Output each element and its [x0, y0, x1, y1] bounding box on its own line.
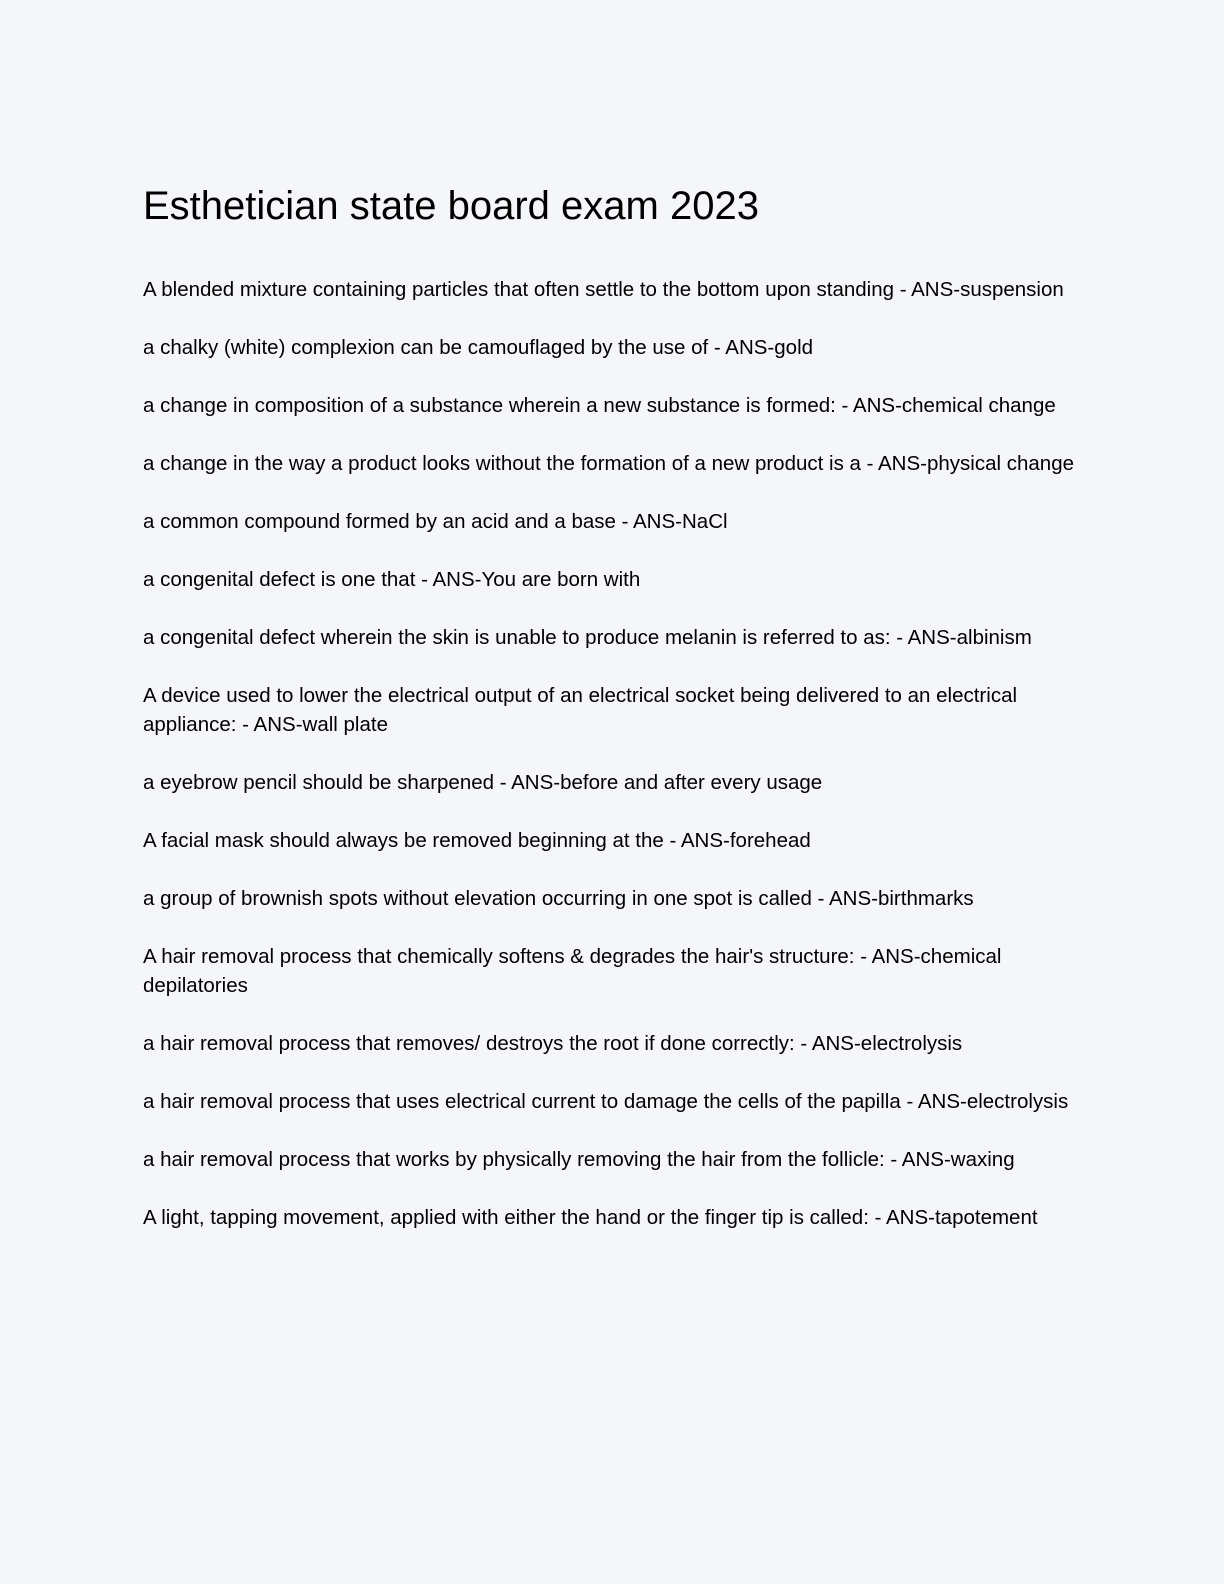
- qa-item-3: a change in composition of a substance wherein a new substance is formed: - ANS-chemical change: [143, 394, 1056, 417]
- qa-item-10: A facial mask should always be removed beginning at the - ANS-forehead: [143, 829, 811, 852]
- qa-item-5: a common compound formed by an acid and a base - ANS-NaCl: [143, 510, 728, 533]
- document-page: [143, 180, 1083, 1261]
- qa-item-8: A device used to lower the electrical output of an electrical socket being delivered to an electrical appliance: - ANS-wall plate: [143, 684, 1018, 736]
- qa-item-7: a congenital defect wherein the skin is unable to produce melanin is referred to as: - ANS-albinism: [143, 626, 1032, 649]
- qa-item-16: A light, tapping movement, applied with either the hand or the finger tip is called: - ANS-tapotement: [143, 1206, 1038, 1229]
- qa-item-9: a eyebrow pencil should be sharpened - ANS-before and after every usage: [143, 771, 823, 794]
- qa-item-15: a hair removal process that works by physically removing the hair from the follicle: - ANS-waxing: [143, 1148, 1015, 1171]
- document-title: Esthetician state board exam 2023: [143, 184, 759, 228]
- qa-item-12: A hair removal process that chemically softens & degrades the hair's structure: - ANS-chemical depilatories: [143, 945, 1002, 997]
- qa-item-14: a hair removal process that uses electrical current to damage the cells of the papilla - ANS-electrolysis: [143, 1090, 1069, 1113]
- qa-item-2: a chalky (white) complexion can be camouflaged by the use of - ANS-gold: [143, 336, 814, 359]
- qa-item-1: A blended mixture containing particles that often settle to the bottom upon standing - ANS-suspension: [143, 278, 1064, 301]
- qa-list: [143, 275, 1083, 1232]
- qa-item-13: a hair removal process that removes/ destroys the root if done correctly: - ANS-electrolysis: [143, 1032, 963, 1055]
- qa-item-6: a congenital defect is one that - ANS-You are born with: [143, 568, 641, 591]
- qa-item-11: a group of brownish spots without elevation occurring in one spot is called - ANS-birthmarks: [143, 887, 974, 910]
- qa-item-4: a change in the way a product looks without the formation of a new product is a - ANS-physical change: [143, 452, 1074, 475]
